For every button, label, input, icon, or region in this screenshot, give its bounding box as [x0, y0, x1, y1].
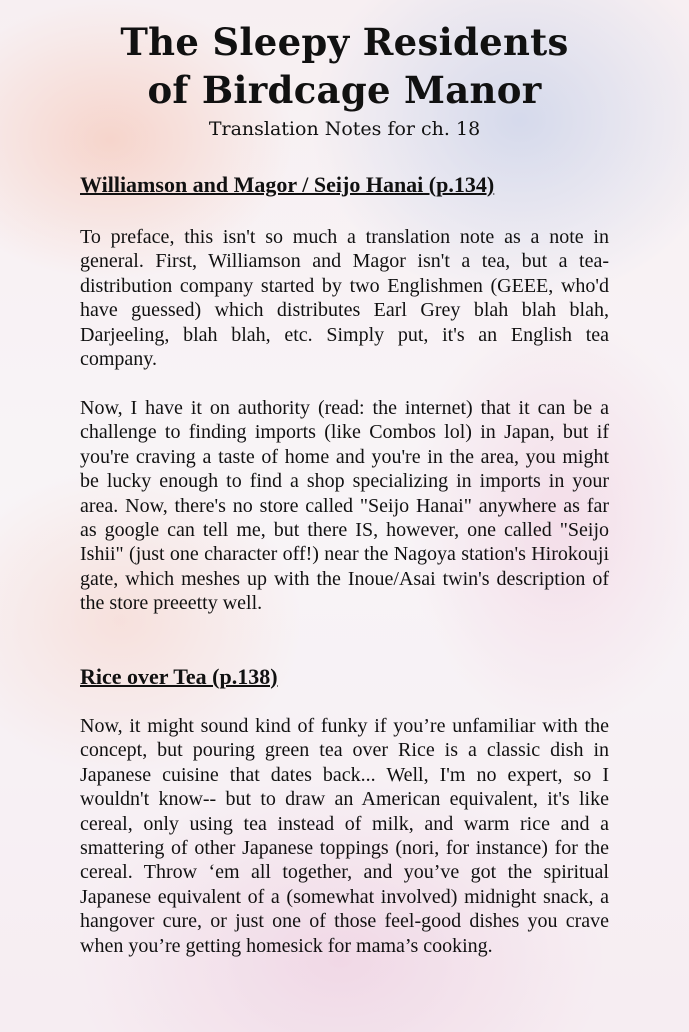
- paragraph-williamson-2: Now, I have it on authority (read: the internet) that it can be a challenge to finding imports (like Combos lol) in Japan, but if you're craving a taste of home and you're in the area, you might be lucky enough to find a shop specializing in imports in your area. Now, there's no store called "Seijo Hanai" anywhere as far as google can tell me, but there IS, however, one called "Seijo Ishii" (just one character off!) near the Nagoya station's Hirokouji gate, which meshes up with the Inoue/Asai twin's description of the store preeetty well.: [80, 397, 609, 615]
- page-header: [0, 18, 689, 141]
- paragraph-rice-over-tea: Now, it might sound kind of funky if you’re unfamiliar with the concept, but pouring green tea over Rice is a classic dish in Japanese cuisine that dates back... Well, I'm no expert, so I wouldn't know-- but to draw an American equivalent, it's like cereal, only using tea instead of milk, and warm rice and a smattering of other Japanese toppings (nori, for instance) for the cereal. Throw ‘em all together, and you’ve got the spiritual Japanese equivalent of a (somewhat involved) midnight snack, a hangover cure, or just one of those feel-good dishes you crave when you’re getting homesick for mama’s cooking.: [80, 715, 609, 957]
- title-line-2: of Birdcage Manor: [147, 68, 542, 112]
- paragraph-williamson-1: To preface, this isn't so much a translation note as a note in general. First, Williamson and Magor isn't a tea, but a tea-distribution company started by two Englishmen (GEEE, who'd have guessed) which distributes Earl Grey blah blah blah, Darjeeling, blah blah, etc. Simply put, it's an English tea company.: [80, 226, 609, 371]
- page-subtitle: Translation Notes for ch. 18: [208, 118, 481, 140]
- title-line-1: The Sleepy Residents: [120, 20, 569, 64]
- page-title: [0, 18, 689, 114]
- section-heading-rice-over-tea: Rice over Tea (p.138): [80, 664, 278, 689]
- section-heading-williamson: Williamson and Magor / Seijo Hanai (p.134): [80, 172, 495, 197]
